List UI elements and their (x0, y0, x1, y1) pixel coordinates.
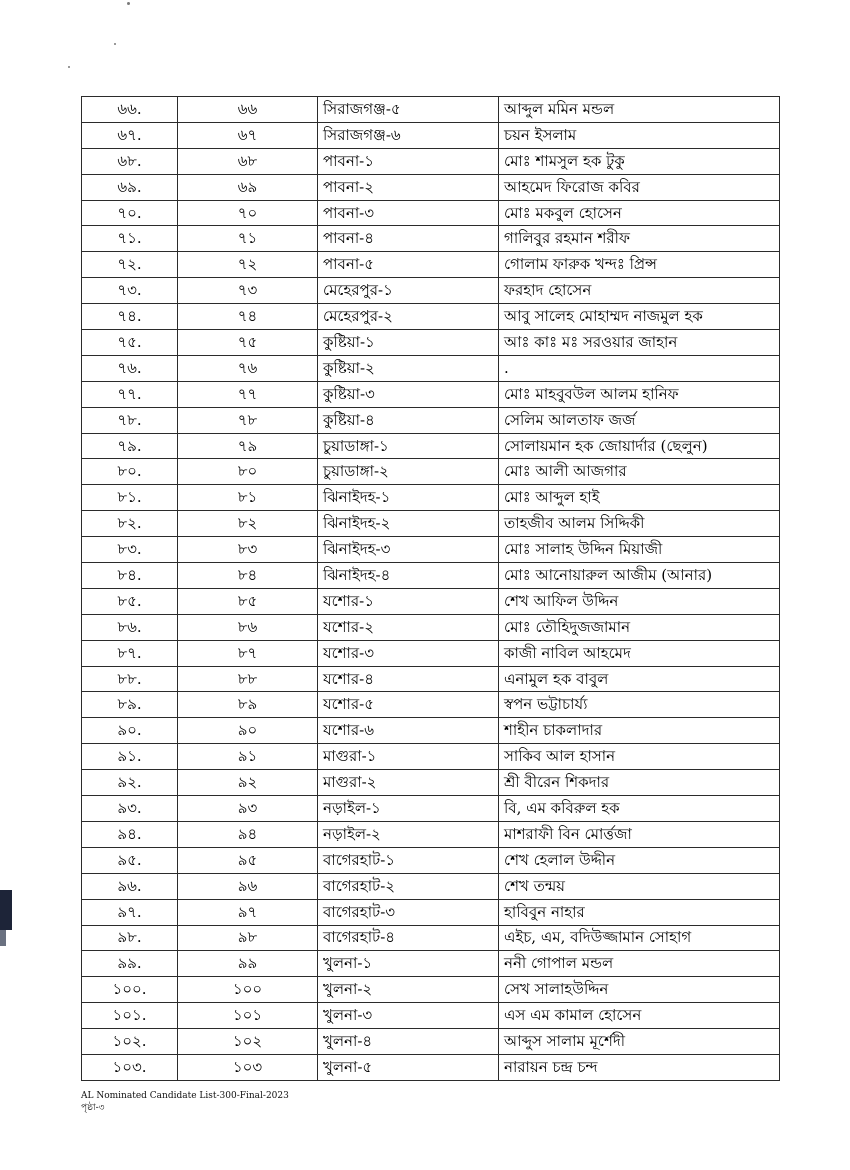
serial-cell: ৮৫. (82, 588, 178, 614)
constituency-name-cell: খুলনা-২ (318, 977, 499, 1003)
constituency-name-cell: বাগেরহাট-৩ (318, 899, 499, 925)
constituency-number-cell: ৭৭ (178, 381, 318, 407)
candidate-name-cell: মোঃ আব্দুল হাই (499, 485, 780, 511)
serial-cell: ৯৮. (82, 925, 178, 951)
serial-cell: ৬৯. (82, 174, 178, 200)
candidate-name-cell: এনামুল হক বাবুল (499, 666, 780, 692)
serial-cell: ৭৮. (82, 407, 178, 433)
candidate-name-cell: গালিবুর রহমান শরীফ (499, 226, 780, 252)
serial-cell: ৭৭. (82, 381, 178, 407)
table-row (82, 1054, 780, 1080)
serial-cell: ৮১. (82, 485, 178, 511)
candidate-name-cell: ফরহাদ হোসেন (499, 278, 780, 304)
constituency-number-cell: ৭১ (178, 226, 318, 252)
table-row (82, 1003, 780, 1029)
table-row (82, 925, 780, 951)
candidate-name-cell: চয়ন ইসলাম (499, 122, 780, 148)
constituency-name-cell: মাগুরা-২ (318, 770, 499, 796)
candidate-name-cell: সোলায়মান হক জোয়ার্দার (ছেলুন) (499, 433, 780, 459)
serial-cell: ৭৬. (82, 355, 178, 381)
constituency-number-cell: ৮১ (178, 485, 318, 511)
scan-speck (68, 66, 70, 68)
constituency-name-cell: পাবনা-৪ (318, 226, 499, 252)
serial-cell: ৮২. (82, 511, 178, 537)
table-row (82, 433, 780, 459)
constituency-number-cell: ৯০ (178, 718, 318, 744)
serial-cell: ৮৪. (82, 563, 178, 589)
constituency-number-cell: ১০৩ (178, 1054, 318, 1080)
constituency-name-cell: কুষ্টিয়া-৪ (318, 407, 499, 433)
constituency-number-cell: ৮২ (178, 511, 318, 537)
table-row (82, 977, 780, 1003)
constituency-number-cell: ৭৪ (178, 304, 318, 330)
serial-cell: ১০২. (82, 1029, 178, 1055)
table-row (82, 252, 780, 278)
constituency-number-cell: ৯৬ (178, 873, 318, 899)
constituency-name-cell: মাগুরা-১ (318, 744, 499, 770)
scan-speck (127, 2, 130, 5)
candidate-name-cell: এইচ, এম, বদিউজ্জামান সোহাগ (499, 925, 780, 951)
table-row (82, 407, 780, 433)
constituency-name-cell: বাগেরহাট-৪ (318, 925, 499, 951)
candidate-name-cell: মোঃ আলী আজগার (499, 459, 780, 485)
table-row (82, 588, 780, 614)
table-row (82, 796, 780, 822)
constituency-number-cell: ১০১ (178, 1003, 318, 1029)
candidate-name-cell: সেলিম আলতাফ জর্জ (499, 407, 780, 433)
constituency-name-cell: সিরাজগঞ্জ-৫ (318, 97, 499, 123)
constituency-number-cell: ৯২ (178, 770, 318, 796)
constituency-name-cell: কুষ্টিয়া-১ (318, 330, 499, 356)
candidate-name-cell: বি, এম কবিরুল হক (499, 796, 780, 822)
serial-cell: ৮৮. (82, 666, 178, 692)
candidate-name-cell: সেখ সালাহউদ্দিন (499, 977, 780, 1003)
table-row (82, 692, 780, 718)
candidate-name-cell: কাজী নাবিল আহমেদ (499, 640, 780, 666)
constituency-number-cell: ৭৫ (178, 330, 318, 356)
constituency-number-cell: ৭০ (178, 200, 318, 226)
candidate-name-cell: আবু সালেহ মোহাম্মদ নাজমুল হক (499, 304, 780, 330)
constituency-name-cell: নড়াইল-২ (318, 821, 499, 847)
table-row (82, 511, 780, 537)
serial-cell: ৯১. (82, 744, 178, 770)
table-row (82, 381, 780, 407)
table-row (82, 459, 780, 485)
constituency-number-cell: ৮০ (178, 459, 318, 485)
constituency-number-cell: ৬৬ (178, 97, 318, 123)
constituency-number-cell: ৭৮ (178, 407, 318, 433)
constituency-number-cell: ৯৩ (178, 796, 318, 822)
candidate-name-cell: মোঃ সালাহ উদ্দিন মিয়াজী (499, 537, 780, 563)
table-row (82, 744, 780, 770)
candidate-name-cell: আব্দুল মমিন মন্ডল (499, 97, 780, 123)
table-row (82, 951, 780, 977)
serial-cell: ৭১. (82, 226, 178, 252)
constituency-number-cell: ৬৯ (178, 174, 318, 200)
serial-cell: ৯০. (82, 718, 178, 744)
candidate-name-cell: শেখ আফিল উদ্দিন (499, 588, 780, 614)
page-number-label: পৃষ্ঠা-৩ (81, 1103, 105, 1113)
candidate-name-cell: তাহজীব আলম সিদ্দিকী (499, 511, 780, 537)
constituency-name-cell: মেহেরপুর-২ (318, 304, 499, 330)
constituency-number-cell: ৯১ (178, 744, 318, 770)
constituency-name-cell: ঝিনাইদহ-২ (318, 511, 499, 537)
table-row (82, 330, 780, 356)
candidate-table (81, 96, 780, 1081)
candidate-name-cell: আব্দুস সালাম মূর্শেদী (499, 1029, 780, 1055)
candidate-table-body (82, 97, 780, 1081)
serial-cell: ৬৭. (82, 122, 178, 148)
scanner-edge-mark (0, 890, 12, 930)
constituency-name-cell: যশোর-৪ (318, 666, 499, 692)
table-row (82, 770, 780, 796)
constituency-name-cell: কুষ্টিয়া-২ (318, 355, 499, 381)
constituency-name-cell: পাবনা-১ (318, 148, 499, 174)
table-row (82, 640, 780, 666)
constituency-number-cell: ৮৩ (178, 537, 318, 563)
constituency-name-cell: যশোর-৬ (318, 718, 499, 744)
constituency-name-cell: কুষ্টিয়া-৩ (318, 381, 499, 407)
constituency-number-cell: ৭৬ (178, 355, 318, 381)
table-row (82, 537, 780, 563)
serial-cell: ৬৮. (82, 148, 178, 174)
constituency-number-cell: ৮৬ (178, 614, 318, 640)
candidate-name-cell: স্বপন ভট্টাচার্য্য (499, 692, 780, 718)
candidate-name-cell: গোলাম ফারুক খন্দঃ প্রিন্স (499, 252, 780, 278)
constituency-number-cell: ৭৯ (178, 433, 318, 459)
candidate-name-cell: আঃ কাঃ মঃ সরওয়ার জাহান (499, 330, 780, 356)
table-row (82, 355, 780, 381)
constituency-number-cell: ৮৫ (178, 588, 318, 614)
candidate-name-cell: মোঃ মকবুল হোসেন (499, 200, 780, 226)
serial-cell: ৭৯. (82, 433, 178, 459)
candidate-name-cell: হাবিবুন নাহার (499, 899, 780, 925)
constituency-name-cell: যশোর-৩ (318, 640, 499, 666)
serial-cell: ৯৩. (82, 796, 178, 822)
constituency-name-cell: বাগেরহাট-১ (318, 847, 499, 873)
constituency-name-cell: চুয়াডাঙ্গা-২ (318, 459, 499, 485)
table-row (82, 718, 780, 744)
serial-cell: ৬৬. (82, 97, 178, 123)
candidate-name-cell: মাশরাফী বিন মোর্ত্তজা (499, 821, 780, 847)
table-row (82, 666, 780, 692)
constituency-number-cell: ১০০ (178, 977, 318, 1003)
scanner-edge-mark (0, 930, 6, 946)
constituency-name-cell: ঝিনাইদহ-৪ (318, 563, 499, 589)
candidate-name-cell: মোঃ শামসুল হক টুকু (499, 148, 780, 174)
constituency-number-cell: ৬৭ (178, 122, 318, 148)
constituency-name-cell: খুলনা-৩ (318, 1003, 499, 1029)
table-row (82, 563, 780, 589)
constituency-name-cell: পাবনা-২ (318, 174, 499, 200)
constituency-number-cell: ৯৮ (178, 925, 318, 951)
constituency-number-cell: ৬৮ (178, 148, 318, 174)
scan-speck (114, 43, 116, 45)
table-row (82, 485, 780, 511)
serial-cell: ১০৩. (82, 1054, 178, 1080)
table-row (82, 278, 780, 304)
table-row (82, 122, 780, 148)
table-row (82, 200, 780, 226)
constituency-number-cell: ৯৯ (178, 951, 318, 977)
constituency-name-cell: পাবনা-৩ (318, 200, 499, 226)
serial-cell: ৭৫. (82, 330, 178, 356)
candidate-name-cell: . (499, 355, 780, 381)
constituency-number-cell: ১০২ (178, 1029, 318, 1055)
constituency-name-cell: ঝিনাইদহ-১ (318, 485, 499, 511)
candidate-name-cell: নারায়ন চন্দ্র চন্দ (499, 1054, 780, 1080)
table-row (82, 614, 780, 640)
candidate-name-cell: ননী গোপাল মন্ডল (499, 951, 780, 977)
constituency-name-cell: সিরাজগঞ্জ-৬ (318, 122, 499, 148)
serial-cell: ৯৪. (82, 821, 178, 847)
candidate-name-cell: মোঃ মাহবুবউল আলম হানিফ (499, 381, 780, 407)
candidate-name-cell: সাকিব আল হাসান (499, 744, 780, 770)
serial-cell: ৮৩. (82, 537, 178, 563)
constituency-number-cell: ৯৫ (178, 847, 318, 873)
serial-cell: ৭৪. (82, 304, 178, 330)
constituency-number-cell: ৭৩ (178, 278, 318, 304)
constituency-name-cell: মেহেরপুর-১ (318, 278, 499, 304)
serial-cell: ৯৯. (82, 951, 178, 977)
table-row (82, 304, 780, 330)
constituency-name-cell: পাবনা-৫ (318, 252, 499, 278)
table-row (82, 1029, 780, 1055)
table-row (82, 226, 780, 252)
serial-cell: ৯৭. (82, 899, 178, 925)
constituency-number-cell: ৯৪ (178, 821, 318, 847)
constituency-name-cell: যশোর-৫ (318, 692, 499, 718)
table-row (82, 148, 780, 174)
candidate-name-cell: মোঃ আনোয়ারুল আজীম (আনার) (499, 563, 780, 589)
constituency-name-cell: ঝিনাইদহ-৩ (318, 537, 499, 563)
constituency-name-cell: নড়াইল-১ (318, 796, 499, 822)
candidate-name-cell: আহমেদ ফিরোজ কবির (499, 174, 780, 200)
constituency-number-cell: ৮৮ (178, 666, 318, 692)
candidate-name-cell: শাহীন চাকলাদার (499, 718, 780, 744)
constituency-number-cell: ৮৪ (178, 563, 318, 589)
serial-cell: ৮০. (82, 459, 178, 485)
table-row (82, 873, 780, 899)
document-footer-title: AL Nominated Candidate List-300-Final-2023 (81, 1091, 289, 1101)
serial-cell: ৯৬. (82, 873, 178, 899)
table-row (82, 899, 780, 925)
serial-cell: ৮৬. (82, 614, 178, 640)
serial-cell: ৭০. (82, 200, 178, 226)
table-row (82, 174, 780, 200)
serial-cell: ১০০. (82, 977, 178, 1003)
serial-cell: ৭৩. (82, 278, 178, 304)
serial-cell: ৮৯. (82, 692, 178, 718)
table-row (82, 847, 780, 873)
constituency-name-cell: খুলনা-৪ (318, 1029, 499, 1055)
constituency-name-cell: যশোর-২ (318, 614, 499, 640)
candidate-name-cell: শেখ তন্ময় (499, 873, 780, 899)
constituency-number-cell: ৯৭ (178, 899, 318, 925)
constituency-number-cell: ৮৭ (178, 640, 318, 666)
constituency-number-cell: ৭২ (178, 252, 318, 278)
constituency-name-cell: খুলনা-৫ (318, 1054, 499, 1080)
constituency-name-cell: বাগেরহাট-২ (318, 873, 499, 899)
serial-cell: ৯২. (82, 770, 178, 796)
constituency-name-cell: চুয়াডাঙ্গা-১ (318, 433, 499, 459)
candidate-name-cell: মোঃ তৌহিদুজজামান (499, 614, 780, 640)
table-row (82, 821, 780, 847)
table-row (82, 97, 780, 123)
constituency-name-cell: যশোর-১ (318, 588, 499, 614)
candidate-name-cell: শ্রী বীরেন শিকদার (499, 770, 780, 796)
serial-cell: ৯৫. (82, 847, 178, 873)
serial-cell: ৭২. (82, 252, 178, 278)
constituency-name-cell: খুলনা-১ (318, 951, 499, 977)
serial-cell: ১০১. (82, 1003, 178, 1029)
candidate-name-cell: শেখ হেলাল উদ্দীন (499, 847, 780, 873)
constituency-number-cell: ৮৯ (178, 692, 318, 718)
serial-cell: ৮৭. (82, 640, 178, 666)
candidate-name-cell: এস এম কামাল হোসেন (499, 1003, 780, 1029)
